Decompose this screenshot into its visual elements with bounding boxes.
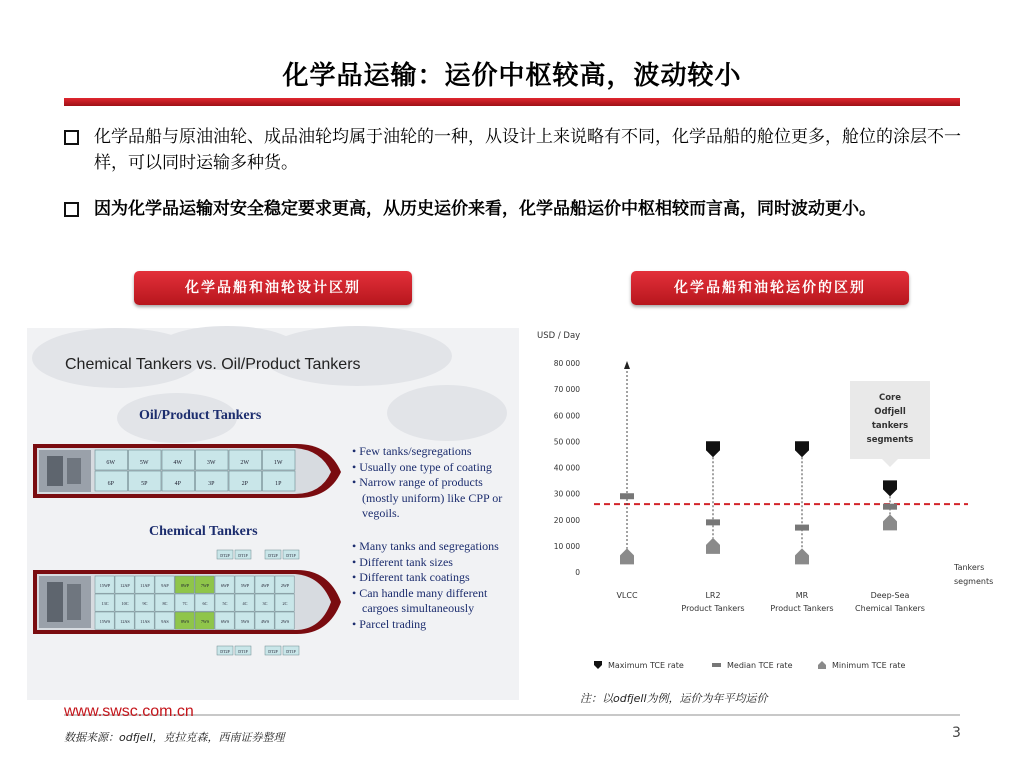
median-marker <box>795 525 809 531</box>
chem-tank-label: 7WS <box>200 619 210 624</box>
chem-tank-label: 13C <box>101 601 109 606</box>
chem-tank-label: 9AP <box>161 583 169 588</box>
y-tick-label: 80 000 <box>553 359 580 368</box>
legend-min-label: Minimum TCE rate <box>832 661 906 670</box>
median-marker <box>620 493 634 499</box>
chem-tank-label: 2C <box>282 601 288 606</box>
chemical-features-list <box>352 539 519 632</box>
oil-tank-label: 6W <box>106 460 116 466</box>
oil-tank-label: 4W <box>173 460 183 466</box>
figure-heading: Chemical Tankers vs. Oil/Product Tankers <box>65 356 361 373</box>
chem-tank-label: 11AP <box>140 583 150 588</box>
chem-feature-item: • Can handle many different cargoes simultaneously <box>352 585 488 615</box>
legend-max-marker <box>594 661 602 669</box>
deck-tank-label: DT1P <box>238 553 248 558</box>
chem-tank-label: 15WS <box>99 619 111 624</box>
y-axis-label: USD / Day <box>537 331 581 341</box>
min-marker <box>620 548 634 564</box>
chemical-tankers-title: Chemical Tankers <box>149 524 258 539</box>
oil-tank-label: 3W <box>206 460 216 466</box>
bullet-2 <box>64 196 964 222</box>
chem-tank-label: 4C <box>242 601 248 606</box>
legend-max-label: Maximum TCE rate <box>608 661 684 670</box>
tanker-design-figure <box>27 328 519 700</box>
legend-min-marker <box>818 661 826 669</box>
chem-tank-label: 10C <box>121 601 129 606</box>
chem-tank-label: 12AS <box>120 619 130 624</box>
bullet-1 <box>64 124 964 176</box>
tce-rate-chart-svg <box>534 318 994 712</box>
data-source: 数据来源：odfjell，克拉克森，西南证券整理 <box>64 731 285 744</box>
chem-tank-label: 6WP <box>220 583 230 588</box>
deck-tank-label: DT2P <box>220 649 230 654</box>
tce-rate-chart <box>534 318 994 712</box>
oil-tank-label: 2W <box>240 460 250 466</box>
footer-url: www.swsc.com.cn <box>64 703 194 720</box>
oil-feature-item: • Few tanks/segregations <box>352 444 472 458</box>
page-title: 化学品运输：运价中枢较高，波动较小 <box>282 61 742 91</box>
deck-tank-label: DT1P <box>286 649 296 654</box>
oil-tank-label: 5P <box>141 481 148 487</box>
callout-pointer <box>882 459 898 467</box>
oil-feature-item: • Usually one type of coating <box>352 459 492 474</box>
chem-tank-label: 8WP <box>180 583 190 588</box>
oil-tank-label: 5W <box>139 460 149 466</box>
deck-tank-label: DT1P <box>238 649 248 654</box>
chem-tank-label: 5C <box>222 601 228 606</box>
deck-tank-label: DT2P <box>220 553 230 558</box>
deck-tank-label: DT2P <box>268 649 278 654</box>
legend-median-label: Median TCE rate <box>727 661 793 670</box>
y-tick-label: 0 <box>575 568 580 577</box>
x-category-label: Deep-Sea <box>870 591 910 600</box>
y-tick-label: 30 000 <box>553 489 580 499</box>
left-figure-label: 化学品船和油轮设计区别 <box>134 271 412 305</box>
chem-tank-label: 2WP <box>280 583 290 588</box>
chem-tank-label: 12AP <box>120 583 130 588</box>
chem-tank-label: 7C <box>182 601 188 606</box>
chem-feature-item: • Different tank sizes <box>352 554 453 569</box>
bullet-1-text: 化学品船与原油油轮、成品油轮均属于油轮的一种，从设计上来说略有不同，化学品船的舱位更多，舱位的涂层不一样，可以同时运输多种货。 <box>94 127 961 173</box>
bullet-2-text: 因为化学品运输对安全稳定要求更高，从历史运价来看，化学品船运价中枢相较而言高，同时波动更小。 <box>94 199 876 219</box>
x-axis-label: Tankers segments <box>954 563 994 586</box>
oil-tanker-diagram <box>29 436 344 506</box>
y-tick-label: 40 000 <box>553 463 580 473</box>
chem-tank-label: 6WS <box>220 619 230 624</box>
square-bullet-icon <box>64 202 79 217</box>
chem-tank-label: 11AS <box>140 619 150 624</box>
max-arrow <box>624 361 630 369</box>
max-marker <box>706 441 720 457</box>
oil-tank-label: 4P <box>174 481 181 487</box>
x-category-sublabel: Product Tankers <box>681 604 745 613</box>
chem-tank-label: 9C <box>142 601 148 606</box>
chem-tank-label: 2WS <box>280 619 290 624</box>
min-marker <box>795 548 809 564</box>
oil-tank-label: 3P <box>208 481 215 487</box>
chem-tank-label: 4WP <box>260 583 270 588</box>
max-marker <box>795 441 809 457</box>
oil-tank-label: 1P <box>275 481 282 487</box>
oil-feature-item: • Narrow range of products (mostly uniform) like CPP or vegoils. <box>352 475 503 520</box>
x-category-label: LR2 <box>705 591 721 600</box>
chem-tank-label: 5WP <box>240 583 250 588</box>
oil-tankers-title: Oil/Product Tankers <box>139 408 262 423</box>
x-category-label: MR <box>795 591 809 600</box>
footer-divider <box>64 714 960 716</box>
median-marker <box>883 504 897 510</box>
y-tick-label: 20 000 <box>553 515 580 525</box>
oil-tank-label: 1W <box>273 460 283 466</box>
y-tick-label: 10 000 <box>553 541 580 551</box>
oil-tank-label: 6P <box>107 481 114 487</box>
median-marker <box>706 519 720 525</box>
x-category-sublabel: Chemical Tankers <box>855 604 925 613</box>
chem-tank-label: 4WS <box>260 619 270 624</box>
chem-feature-item: • Many tanks and segregations <box>352 539 499 553</box>
page-number: 3 <box>952 725 961 741</box>
oil-features-list <box>352 444 519 522</box>
y-tick-label: 50 000 <box>553 437 580 447</box>
chem-tank-label: 15WP <box>99 583 111 588</box>
min-marker <box>706 538 720 554</box>
chem-tank-label: 5WS <box>240 619 250 624</box>
chem-tank-label: 6C <box>202 601 208 606</box>
y-tick-label: 70 000 <box>553 385 580 395</box>
y-tick-label: 60 000 <box>553 411 580 421</box>
chem-tank-label: 8WS <box>180 619 190 624</box>
oil-tank-label: 2P <box>241 481 248 487</box>
legend-median-marker <box>712 663 721 667</box>
callout-text: Core Odfjell tankers segments <box>866 393 914 445</box>
chem-tank-label: 3C <box>262 601 268 606</box>
right-figure-label: 化学品船和油轮运价的区别 <box>631 271 909 305</box>
deck-tank-label: DT1P <box>286 553 296 558</box>
chem-tank-label: 8C <box>162 601 168 606</box>
title-underline <box>64 98 960 106</box>
chart-note: 注：以odfjell为例，运价为年平均运价 <box>580 692 768 705</box>
chemical-tanker-diagram <box>29 546 344 671</box>
chem-tank-label: 9AS <box>161 619 169 624</box>
chem-tank-label: 7WP <box>200 583 210 588</box>
chem-feature-item: • Different tank coatings <box>352 570 470 584</box>
x-category-label: VLCC <box>616 591 638 600</box>
min-marker <box>883 514 897 530</box>
chem-feature-item: • Parcel trading <box>352 616 427 631</box>
square-bullet-icon <box>64 130 79 145</box>
max-marker <box>883 480 897 496</box>
deck-tank-label: DT2P <box>268 553 278 558</box>
x-category-sublabel: Product Tankers <box>770 604 834 613</box>
